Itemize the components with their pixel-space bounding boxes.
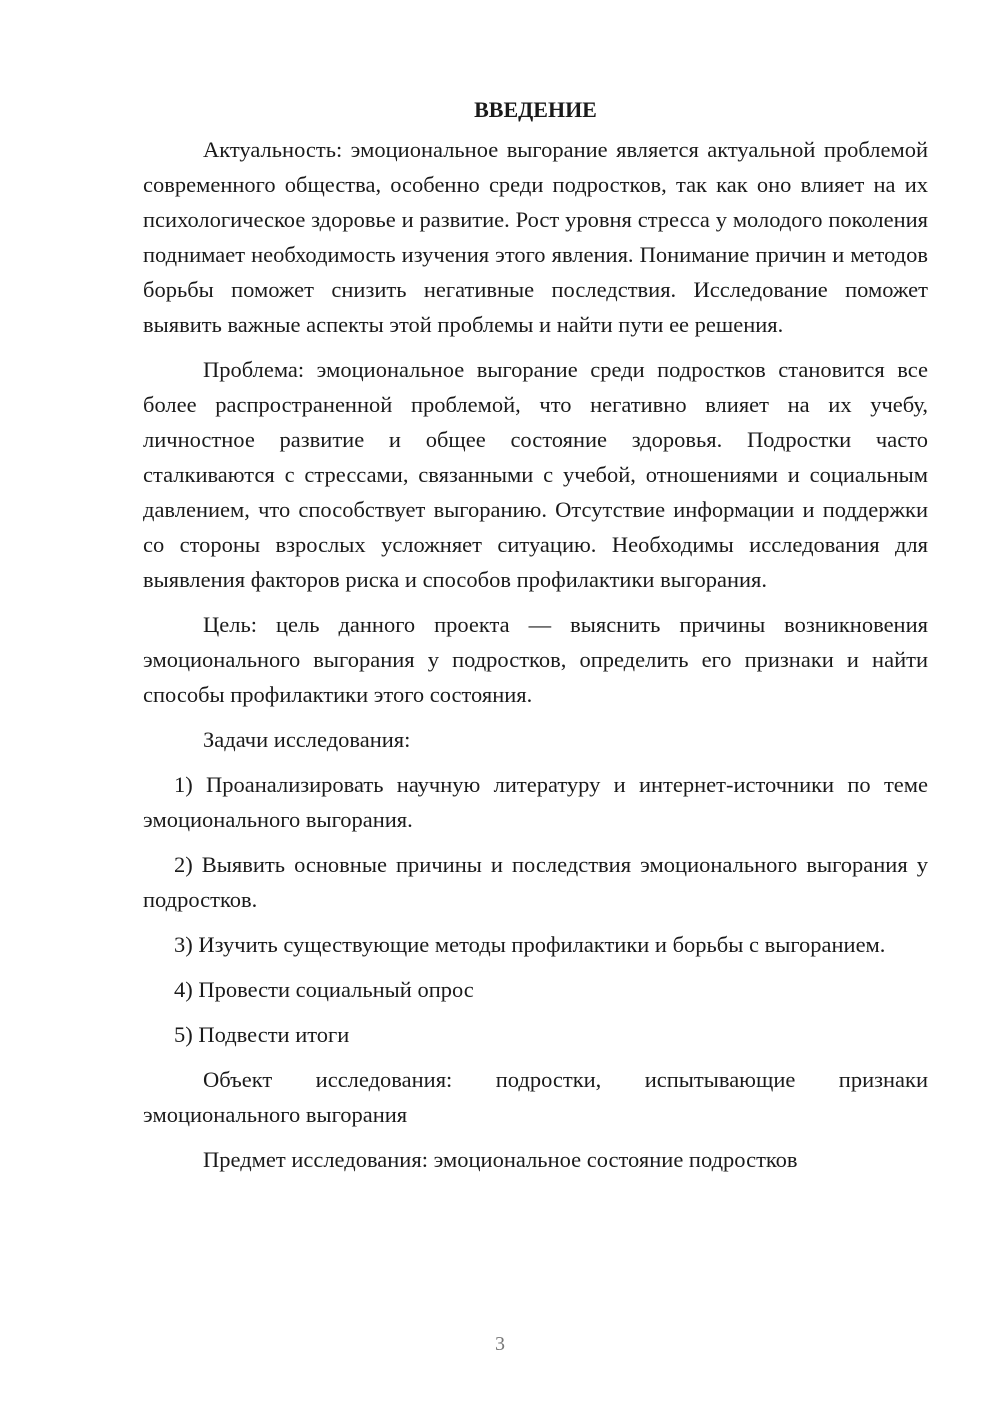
task-item-4: 4) Провести социальный опрос xyxy=(174,977,474,1002)
paragraph-relevance: Актуальность: эмоциональное выгорание является актуальной проблемой современного общества, особенно среди подростков, так как оно влияет на их психологическое здоровье и развитие. Рост уровня стресса у молодого поколения поднимает необходимость изучения этого явления. Понимание причин и методов борьбы поможет снизить негативные последствия. Исследование поможет выявить важные аспекты этой проблемы и найти пути ее решения. xyxy=(143,137,928,337)
task-item-5: 5) Подвести итоги xyxy=(174,1022,350,1047)
page-number: 3 xyxy=(495,1333,505,1355)
section-title: ВВЕДЕНИЕ xyxy=(474,97,597,122)
paragraph-subject: Предмет исследования: эмоциональное состояние подростков xyxy=(203,1147,798,1172)
page-content xyxy=(143,92,928,1187)
task-item-3: 3) Изучить существующие методы профилактики и борьбы с выгоранием. xyxy=(174,932,886,957)
paragraph-object: Объект исследования: подростки, испытывающие признаки эмоционального выгорания xyxy=(143,1067,928,1127)
task-item-2: 2) Выявить основные причины и последствия эмоционального выгорания у подростков. xyxy=(143,852,928,912)
paragraph-problem: Проблема: эмоциональное выгорание среди подростков становится все более распространенной проблемой, что негативно влияет на их учебу, личностное развитие и общее состояние здоровья. Подростки часто сталкиваются с стрессами, связанными с учебой, отношениями и социальным давлением, что способствует выгоранию. Отсутствие информации и поддержки со стороны взрослых усложняет ситуацию. Необходимы исследования для выявления факторов риска и способов профилактики выгорания. xyxy=(143,357,928,592)
paragraph-goal: Цель: цель данного проекта — выяснить причины возникновения эмоционального выгорания у подростков, определить его признаки и найти способы профилактики этого состояния. xyxy=(143,612,928,707)
tasks-heading: Задачи исследования: xyxy=(203,727,411,752)
task-item-1: 1) Проанализировать научную литературу и интернет-источники по теме эмоционального выгорания. xyxy=(143,772,928,832)
